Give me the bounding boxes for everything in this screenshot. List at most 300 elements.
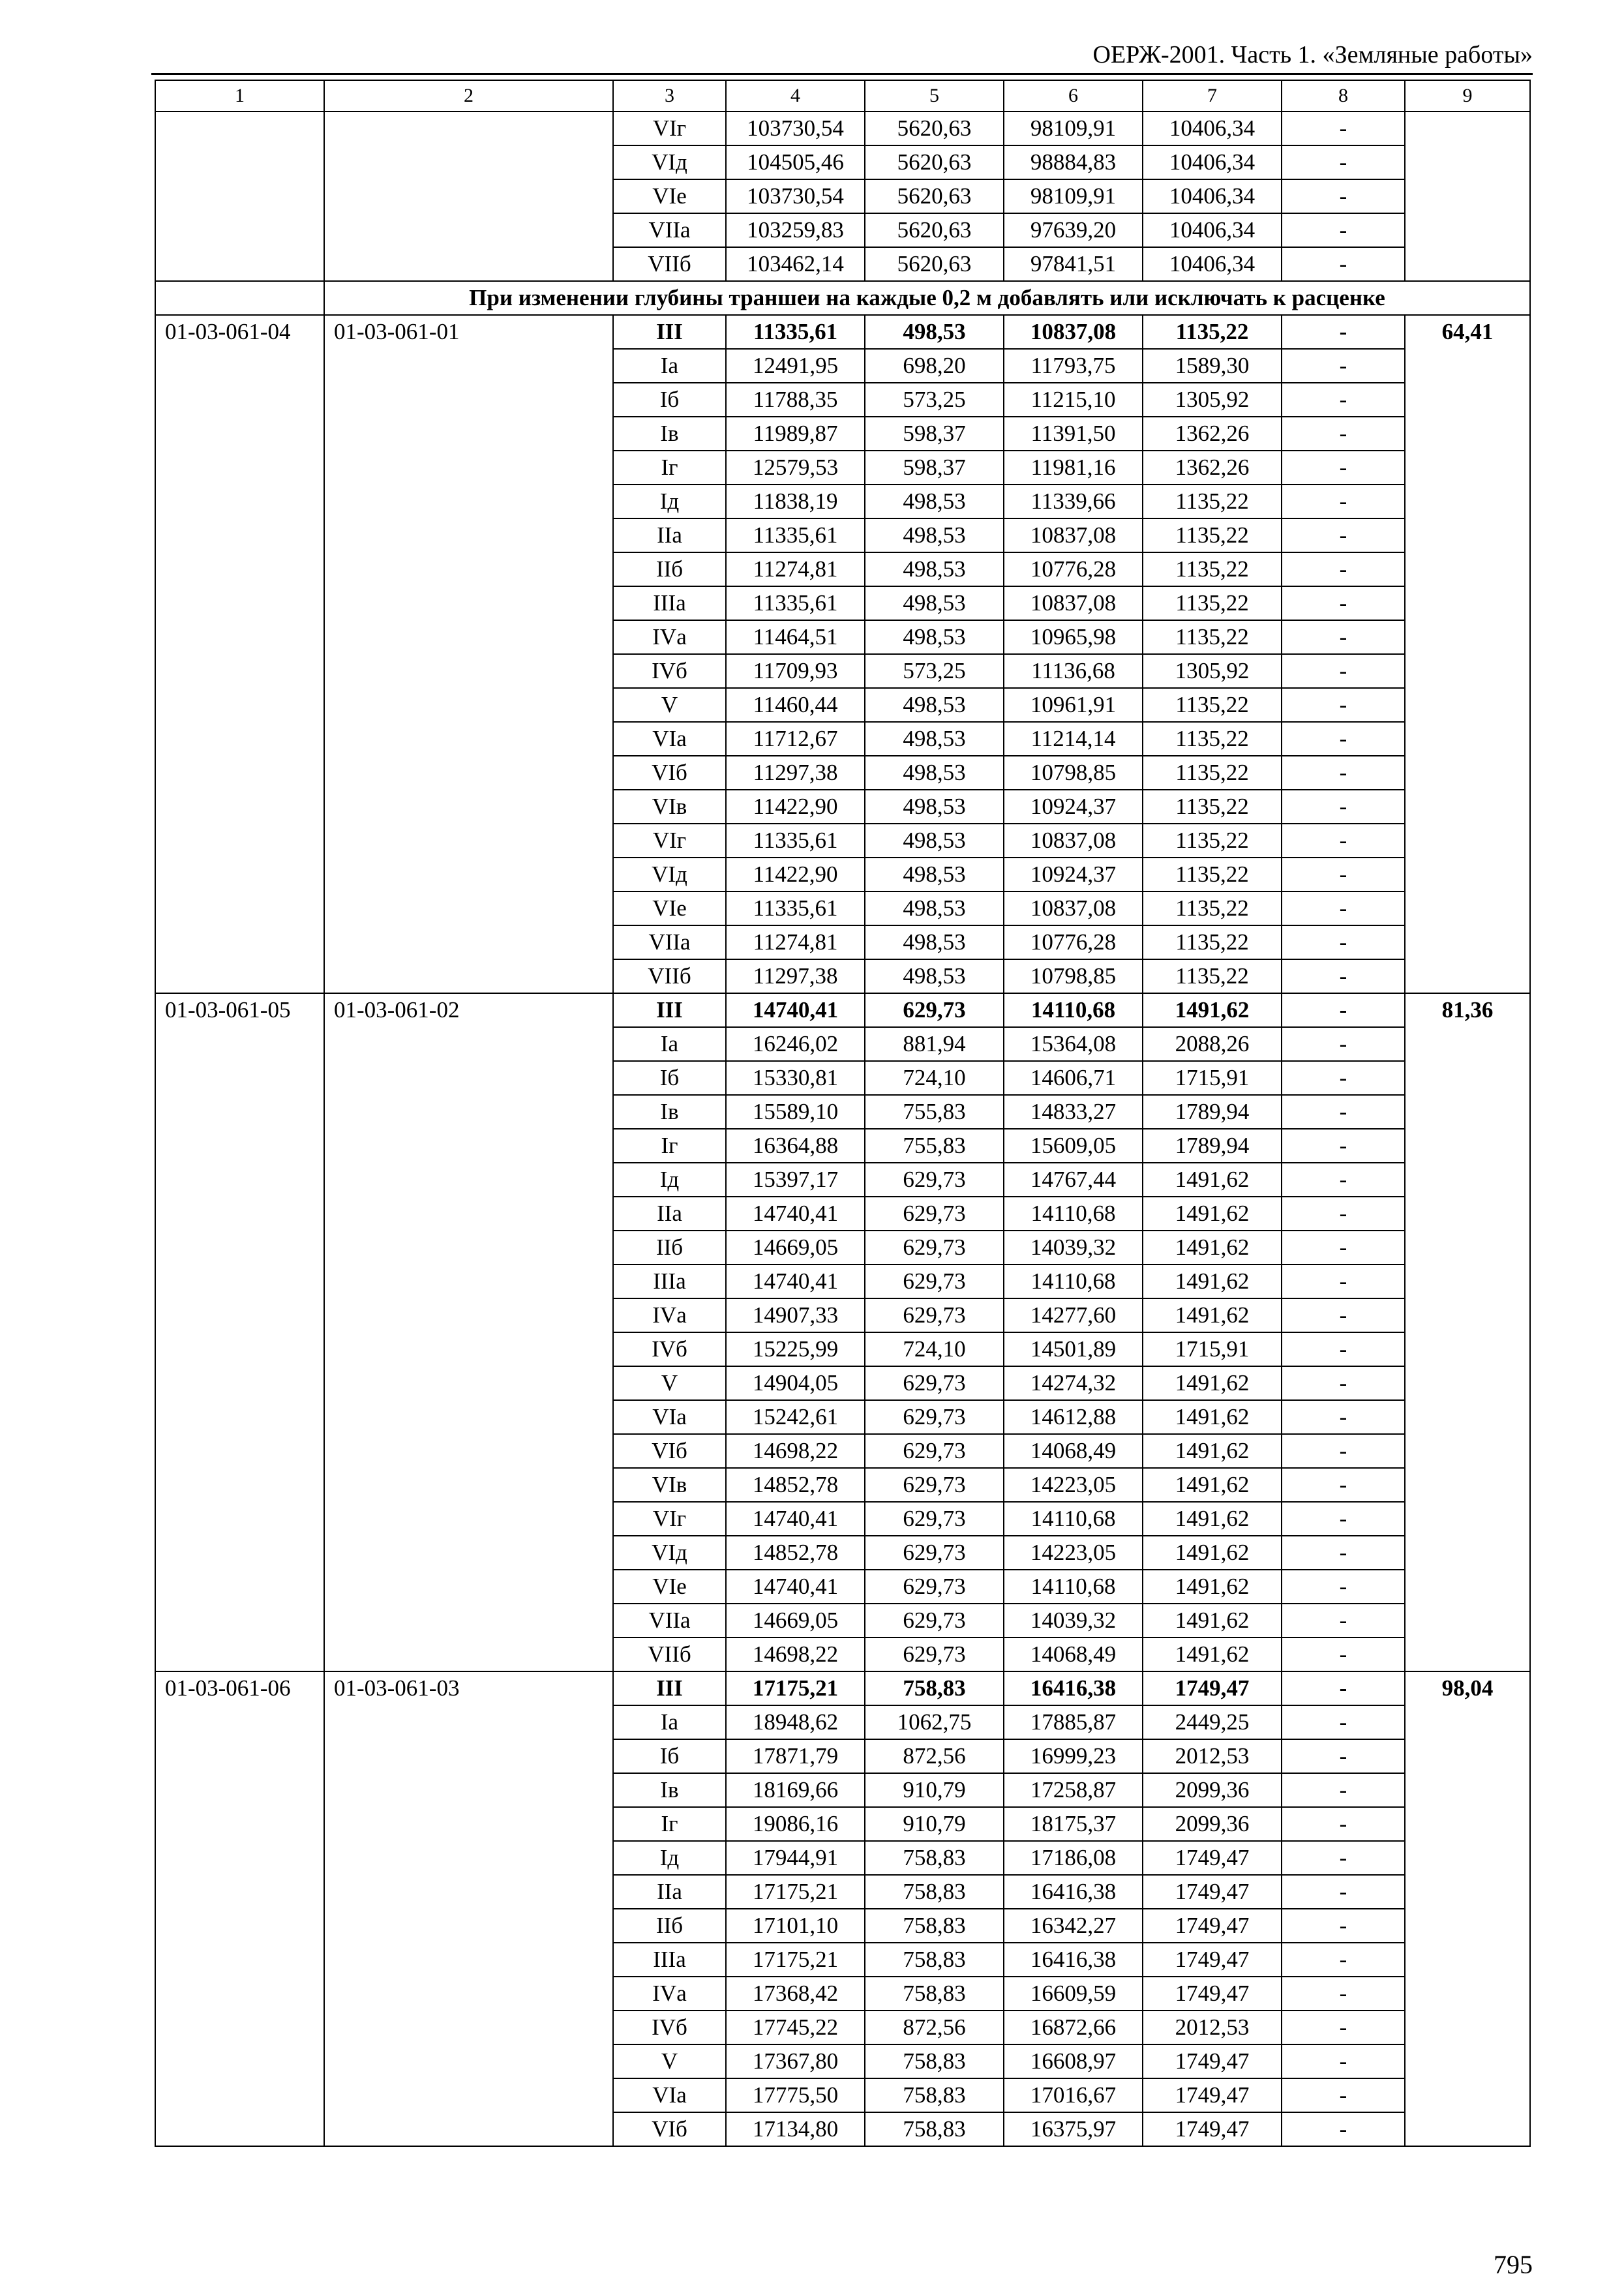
col9-value: 98,04	[1405, 1671, 1530, 2146]
soil-group-cell: VIд	[613, 858, 726, 891]
soil-group-cell: Iг	[613, 451, 726, 485]
col5-cell: 629,73	[865, 1570, 1004, 1604]
soil-group-cell: VIIб	[613, 1638, 726, 1671]
col8-cell: -	[1282, 1366, 1405, 1400]
col4-cell: 11274,81	[726, 925, 865, 959]
col7-cell: 1491,62	[1143, 1638, 1282, 1671]
col5-cell: 498,53	[865, 891, 1004, 925]
col6-cell: 14767,44	[1004, 1163, 1143, 1197]
col7-cell: 1715,91	[1143, 1061, 1282, 1095]
soil-group-cell: VIIб	[613, 959, 726, 993]
col5-cell: 698,20	[865, 349, 1004, 383]
col7-cell: 1491,62	[1143, 993, 1282, 1027]
col5-cell: 629,73	[865, 1638, 1004, 1671]
col7-cell: 1135,22	[1143, 756, 1282, 790]
col4-cell: 14740,41	[726, 1570, 865, 1604]
col8-cell: -	[1282, 1909, 1405, 1943]
col8-cell: -	[1282, 993, 1405, 1027]
col8-cell: -	[1282, 688, 1405, 722]
soil-group-cell: Iд	[613, 1163, 726, 1197]
col4-cell: 11422,90	[726, 790, 865, 824]
col6-cell: 14274,32	[1004, 1366, 1143, 1400]
col4-cell: 12491,95	[726, 349, 865, 383]
col7-cell: 2012,53	[1143, 2011, 1282, 2044]
col7-cell: 1305,92	[1143, 383, 1282, 417]
col6-cell: 14277,60	[1004, 1298, 1143, 1332]
col4-cell: 17775,50	[726, 2078, 865, 2112]
soil-group-cell: Iб	[613, 1061, 726, 1095]
col7-cell: 1715,91	[1143, 1332, 1282, 1366]
col6-cell: 17016,67	[1004, 2078, 1143, 2112]
soil-group-cell: VIд	[613, 1536, 726, 1570]
col5-cell: 872,56	[865, 1739, 1004, 1773]
col8-cell: -	[1282, 213, 1405, 247]
column-number-cell: 5	[865, 80, 1004, 112]
col8-cell: -	[1282, 349, 1405, 383]
col9-value: 81,36	[1405, 993, 1530, 1671]
soil-group-cell: VIе	[613, 891, 726, 925]
col4-cell: 17368,42	[726, 1977, 865, 2011]
soil-group-cell: VIб	[613, 756, 726, 790]
soil-group-cell: III	[613, 993, 726, 1027]
soil-group-cell: IIб	[613, 1909, 726, 1943]
col8-cell: -	[1282, 2011, 1405, 2044]
col6-cell: 14612,88	[1004, 1400, 1143, 1434]
col5-cell: 724,10	[865, 1061, 1004, 1095]
col5-cell: 498,53	[865, 824, 1004, 858]
col4-cell: 11464,51	[726, 620, 865, 654]
col7-cell: 1491,62	[1143, 1468, 1282, 1502]
col7-cell: 1135,22	[1143, 485, 1282, 518]
col5-cell: 755,83	[865, 1095, 1004, 1129]
col6-cell: 14110,68	[1004, 1502, 1143, 1536]
col5-cell: 498,53	[865, 756, 1004, 790]
col5-cell: 5620,63	[865, 247, 1004, 281]
col4-cell: 14852,78	[726, 1536, 865, 1570]
col8-cell: -	[1282, 451, 1405, 485]
soil-group-cell: V	[613, 1366, 726, 1400]
col6-cell: 16608,97	[1004, 2044, 1143, 2078]
col8-cell: -	[1282, 1163, 1405, 1197]
col6-cell: 14501,89	[1004, 1332, 1143, 1366]
col5-cell: 872,56	[865, 2011, 1004, 2044]
col5-cell: 498,53	[865, 620, 1004, 654]
col4-cell: 11335,61	[726, 824, 865, 858]
col5-cell: 5620,63	[865, 145, 1004, 179]
soil-group-cell: VIIа	[613, 213, 726, 247]
col5-cell: 629,73	[865, 1400, 1004, 1434]
col7-cell: 1362,26	[1143, 417, 1282, 451]
table-row	[155, 1671, 1530, 1705]
col5-cell: 629,73	[865, 1468, 1004, 1502]
column-number-row	[155, 80, 1530, 112]
col5-cell: 1062,75	[865, 1705, 1004, 1739]
reference-cell	[324, 112, 613, 281]
col6-cell: 10961,91	[1004, 688, 1143, 722]
col6-cell: 10965,98	[1004, 620, 1143, 654]
col7-cell: 1491,62	[1143, 1604, 1282, 1638]
col7-cell: 1749,47	[1143, 2044, 1282, 2078]
column-number-cell: 1	[155, 80, 324, 112]
col5-cell: 758,83	[865, 2112, 1004, 2146]
col4-cell: 11335,61	[726, 891, 865, 925]
soil-group-cell: VIг	[613, 1502, 726, 1536]
col7-cell: 1491,62	[1143, 1400, 1282, 1434]
col4-cell: 17745,22	[726, 2011, 865, 2044]
soil-group-cell: IVа	[613, 1298, 726, 1332]
col6-cell: 14039,32	[1004, 1231, 1143, 1264]
col6-cell: 10837,08	[1004, 586, 1143, 620]
col5-cell: 629,73	[865, 1502, 1004, 1536]
col7-cell: 1491,62	[1143, 1231, 1282, 1264]
soil-group-cell: VIд	[613, 145, 726, 179]
soil-group-cell: Iв	[613, 1773, 726, 1807]
col5-cell: 755,83	[865, 1129, 1004, 1163]
col8-cell: -	[1282, 1129, 1405, 1163]
col8-cell: -	[1282, 2112, 1405, 2146]
col6-cell: 11214,14	[1004, 722, 1143, 756]
col7-cell: 1789,94	[1143, 1095, 1282, 1129]
col5-cell: 910,79	[865, 1773, 1004, 1807]
col4-cell: 11297,38	[726, 756, 865, 790]
section-heading-row	[155, 281, 1530, 315]
col4-cell: 18948,62	[726, 1705, 865, 1739]
col6-cell: 97841,51	[1004, 247, 1143, 281]
col8-cell: -	[1282, 620, 1405, 654]
soil-group-cell: IIб	[613, 1231, 726, 1264]
col7-cell: 1491,62	[1143, 1197, 1282, 1231]
col8-cell: -	[1282, 518, 1405, 552]
col7-cell: 1135,22	[1143, 790, 1282, 824]
col4-cell: 17134,80	[726, 2112, 865, 2146]
col7-cell: 1789,94	[1143, 1129, 1282, 1163]
col8-cell: -	[1282, 1332, 1405, 1366]
col4-cell: 11274,81	[726, 552, 865, 586]
col4-cell: 17175,21	[726, 1943, 865, 1977]
soil-group-cell: Iв	[613, 417, 726, 451]
col4-cell: 16246,02	[726, 1027, 865, 1061]
col6-cell: 97639,20	[1004, 213, 1143, 247]
soil-group-cell: IIа	[613, 1875, 726, 1909]
col5-cell: 629,73	[865, 1298, 1004, 1332]
col8-cell: -	[1282, 722, 1405, 756]
col5-cell: 758,83	[865, 1943, 1004, 1977]
col4-cell: 14852,78	[726, 1468, 865, 1502]
col6-cell: 10837,08	[1004, 518, 1143, 552]
col7-cell: 10406,34	[1143, 145, 1282, 179]
col8-cell: -	[1282, 1705, 1405, 1739]
col4-cell: 17944,91	[726, 1841, 865, 1875]
reference-code: 01-03-061-02	[324, 993, 613, 1671]
column-number-cell: 3	[613, 80, 726, 112]
col6-cell: 11793,75	[1004, 349, 1143, 383]
col6-cell: 16872,66	[1004, 2011, 1143, 2044]
col6-cell: 14223,05	[1004, 1468, 1143, 1502]
col7-cell: 10406,34	[1143, 112, 1282, 145]
col6-cell: 14606,71	[1004, 1061, 1143, 1095]
col4-cell: 17175,21	[726, 1671, 865, 1705]
col4-cell: 15397,17	[726, 1163, 865, 1197]
col7-cell: 1135,22	[1143, 518, 1282, 552]
soil-group-cell: Iа	[613, 1027, 726, 1061]
soil-group-cell: IVб	[613, 654, 726, 688]
col5-cell: 498,53	[865, 552, 1004, 586]
col8-cell: -	[1282, 1570, 1405, 1604]
col5-cell: 598,37	[865, 417, 1004, 451]
col5-cell: 758,83	[865, 2044, 1004, 2078]
col4-cell: 17367,80	[726, 2044, 865, 2078]
col6-cell: 10798,85	[1004, 959, 1143, 993]
col6-cell: 17258,87	[1004, 1773, 1143, 1807]
col6-cell: 11391,50	[1004, 417, 1143, 451]
col8-cell: -	[1282, 145, 1405, 179]
col6-cell: 98109,91	[1004, 179, 1143, 213]
col4-cell: 11460,44	[726, 688, 865, 722]
col9-value: 64,41	[1405, 315, 1530, 993]
col8-cell: -	[1282, 1027, 1405, 1061]
soil-group-cell: VIб	[613, 2112, 726, 2146]
col7-cell: 1749,47	[1143, 1909, 1282, 1943]
col4-cell: 14669,05	[726, 1231, 865, 1264]
col5-cell: 573,25	[865, 383, 1004, 417]
col5-cell: 573,25	[865, 654, 1004, 688]
soil-group-cell: IVб	[613, 2011, 726, 2044]
col8-cell: -	[1282, 383, 1405, 417]
col6-cell: 11136,68	[1004, 654, 1143, 688]
soil-group-cell: VIа	[613, 722, 726, 756]
col8-cell: -	[1282, 586, 1405, 620]
soil-group-cell: VIIа	[613, 925, 726, 959]
col8-cell: -	[1282, 179, 1405, 213]
col8-cell: -	[1282, 1977, 1405, 2011]
col5-cell: 629,73	[865, 1231, 1004, 1264]
col8-cell: -	[1282, 485, 1405, 518]
col8-cell: -	[1282, 756, 1405, 790]
col7-cell: 1491,62	[1143, 1264, 1282, 1298]
col6-cell: 10776,28	[1004, 552, 1143, 586]
col5-cell: 629,73	[865, 993, 1004, 1027]
col5-cell: 498,53	[865, 959, 1004, 993]
rate-code: 01-03-061-06	[155, 1671, 324, 2146]
col5-cell: 629,73	[865, 1264, 1004, 1298]
col5-cell: 724,10	[865, 1332, 1004, 1366]
col8-cell: -	[1282, 959, 1405, 993]
empty-cell	[155, 281, 324, 315]
col8-cell: -	[1282, 925, 1405, 959]
col4-cell: 14907,33	[726, 1298, 865, 1332]
col5-cell: 629,73	[865, 1366, 1004, 1400]
col7-cell: 1362,26	[1143, 451, 1282, 485]
soil-group-cell: VIв	[613, 790, 726, 824]
col6-cell: 10924,37	[1004, 858, 1143, 891]
col6-cell: 16375,97	[1004, 2112, 1143, 2146]
section-heading: При изменении глубины траншеи на каждые 0,2 м добавлять или исключать к расценке	[324, 281, 1530, 315]
col5-cell: 498,53	[865, 688, 1004, 722]
col9-cell	[1405, 112, 1530, 281]
col4-cell: 103730,54	[726, 179, 865, 213]
col6-cell: 14110,68	[1004, 1570, 1143, 1604]
col6-cell: 11981,16	[1004, 451, 1143, 485]
column-number-cell: 9	[1405, 80, 1530, 112]
soil-group-cell: Iд	[613, 485, 726, 518]
col7-cell: 1491,62	[1143, 1434, 1282, 1468]
col6-cell: 16416,38	[1004, 1671, 1143, 1705]
column-number-cell: 4	[726, 80, 865, 112]
col8-cell: -	[1282, 1468, 1405, 1502]
col7-cell: 1135,22	[1143, 959, 1282, 993]
col4-cell: 17871,79	[726, 1739, 865, 1773]
col8-cell: -	[1282, 247, 1405, 281]
col4-cell: 17175,21	[726, 1875, 865, 1909]
col6-cell: 11339,66	[1004, 485, 1143, 518]
col4-cell: 11709,93	[726, 654, 865, 688]
col6-cell: 10837,08	[1004, 824, 1143, 858]
col4-cell: 11335,61	[726, 315, 865, 349]
col6-cell: 16416,38	[1004, 1943, 1143, 1977]
col6-cell: 18175,37	[1004, 1807, 1143, 1841]
col4-cell: 14698,22	[726, 1638, 865, 1671]
col4-cell: 11297,38	[726, 959, 865, 993]
col6-cell: 10837,08	[1004, 891, 1143, 925]
col4-cell: 14740,41	[726, 1502, 865, 1536]
col6-cell: 10924,37	[1004, 790, 1143, 824]
col7-cell: 1135,22	[1143, 722, 1282, 756]
col6-cell: 16342,27	[1004, 1909, 1143, 1943]
col8-cell: -	[1282, 315, 1405, 349]
soil-group-cell: IIа	[613, 1197, 726, 1231]
col8-cell: -	[1282, 1536, 1405, 1570]
col7-cell: 10406,34	[1143, 179, 1282, 213]
col7-cell: 1491,62	[1143, 1163, 1282, 1197]
col5-cell: 758,83	[865, 1671, 1004, 1705]
col5-cell: 629,73	[865, 1197, 1004, 1231]
reference-code: 01-03-061-01	[324, 315, 613, 993]
soil-group-cell: Iб	[613, 1739, 726, 1773]
col7-cell: 1135,22	[1143, 552, 1282, 586]
table-row	[155, 315, 1530, 349]
col7-cell: 2449,25	[1143, 1705, 1282, 1739]
col6-cell: 14223,05	[1004, 1536, 1143, 1570]
col7-cell: 1491,62	[1143, 1536, 1282, 1570]
col5-cell: 758,83	[865, 1841, 1004, 1875]
table-row	[155, 112, 1530, 145]
soil-group-cell: Iд	[613, 1841, 726, 1875]
col5-cell: 498,53	[865, 485, 1004, 518]
soil-group-cell: IVа	[613, 1977, 726, 2011]
soil-group-cell: IIIа	[613, 586, 726, 620]
col8-cell: -	[1282, 1061, 1405, 1095]
col7-cell: 10406,34	[1143, 213, 1282, 247]
table-row	[155, 993, 1530, 1027]
col4-cell: 11989,87	[726, 417, 865, 451]
col8-cell: -	[1282, 417, 1405, 451]
col6-cell: 16999,23	[1004, 1739, 1143, 1773]
soil-group-cell: VIв	[613, 1468, 726, 1502]
col6-cell: 14039,32	[1004, 1604, 1143, 1638]
soil-group-cell: IIб	[613, 552, 726, 586]
col5-cell: 5620,63	[865, 112, 1004, 145]
col7-cell: 1491,62	[1143, 1570, 1282, 1604]
col4-cell: 103730,54	[726, 112, 865, 145]
col8-cell: -	[1282, 1875, 1405, 1909]
col6-cell: 15364,08	[1004, 1027, 1143, 1061]
col8-cell: -	[1282, 790, 1405, 824]
col5-cell: 498,53	[865, 315, 1004, 349]
col7-cell: 1491,62	[1143, 1366, 1282, 1400]
col4-cell: 103462,14	[726, 247, 865, 281]
col6-cell: 16609,59	[1004, 1977, 1143, 2011]
col8-cell: -	[1282, 1231, 1405, 1264]
soil-group-cell: V	[613, 688, 726, 722]
col7-cell: 1491,62	[1143, 1502, 1282, 1536]
col5-cell: 598,37	[865, 451, 1004, 485]
col5-cell: 758,83	[865, 1977, 1004, 2011]
col6-cell: 11215,10	[1004, 383, 1143, 417]
soil-group-cell: IIIа	[613, 1264, 726, 1298]
soil-group-cell: Iг	[613, 1807, 726, 1841]
col8-cell: -	[1282, 1197, 1405, 1231]
col4-cell: 14904,05	[726, 1366, 865, 1400]
reference-code: 01-03-061-03	[324, 1671, 613, 2146]
col6-cell: 10837,08	[1004, 315, 1143, 349]
col7-cell: 1135,22	[1143, 315, 1282, 349]
soil-group-cell: VIа	[613, 2078, 726, 2112]
col4-cell: 11788,35	[726, 383, 865, 417]
col8-cell: -	[1282, 824, 1405, 858]
soil-group-cell: VIг	[613, 824, 726, 858]
col6-cell: 10776,28	[1004, 925, 1143, 959]
col4-cell: 12579,53	[726, 451, 865, 485]
col5-cell: 498,53	[865, 586, 1004, 620]
col5-cell: 498,53	[865, 518, 1004, 552]
col8-cell: -	[1282, 1638, 1405, 1671]
col8-cell: -	[1282, 2078, 1405, 2112]
col4-cell: 103259,83	[726, 213, 865, 247]
col7-cell: 1749,47	[1143, 1875, 1282, 1909]
col6-cell: 14110,68	[1004, 1197, 1143, 1231]
col7-cell: 1135,22	[1143, 586, 1282, 620]
col8-cell: -	[1282, 552, 1405, 586]
col5-cell: 758,83	[865, 1875, 1004, 1909]
col8-cell: -	[1282, 1400, 1405, 1434]
col7-cell: 10406,34	[1143, 247, 1282, 281]
col5-cell: 498,53	[865, 790, 1004, 824]
col4-cell: 14698,22	[726, 1434, 865, 1468]
soil-group-cell: V	[613, 2044, 726, 2078]
col8-cell: -	[1282, 1841, 1405, 1875]
col5-cell: 910,79	[865, 1807, 1004, 1841]
col7-cell: 1135,22	[1143, 858, 1282, 891]
col4-cell: 16364,88	[726, 1129, 865, 1163]
rate-code: 01-03-061-04	[155, 315, 324, 993]
soil-group-cell: IVб	[613, 1332, 726, 1366]
col4-cell: 14740,41	[726, 1264, 865, 1298]
soil-group-cell: Iа	[613, 1705, 726, 1739]
soil-group-cell: VIе	[613, 179, 726, 213]
soil-group-cell: VIг	[613, 112, 726, 145]
col5-cell: 5620,63	[865, 213, 1004, 247]
col4-cell: 17101,10	[726, 1909, 865, 1943]
soil-group-cell: VIIб	[613, 247, 726, 281]
header-rule	[151, 73, 1533, 75]
col5-cell: 758,83	[865, 1909, 1004, 1943]
col7-cell: 2099,36	[1143, 1773, 1282, 1807]
col7-cell: 1749,47	[1143, 1943, 1282, 1977]
col4-cell: 15225,99	[726, 1332, 865, 1366]
col7-cell: 2099,36	[1143, 1807, 1282, 1841]
col6-cell: 98884,83	[1004, 145, 1143, 179]
soil-group-cell: IIа	[613, 518, 726, 552]
